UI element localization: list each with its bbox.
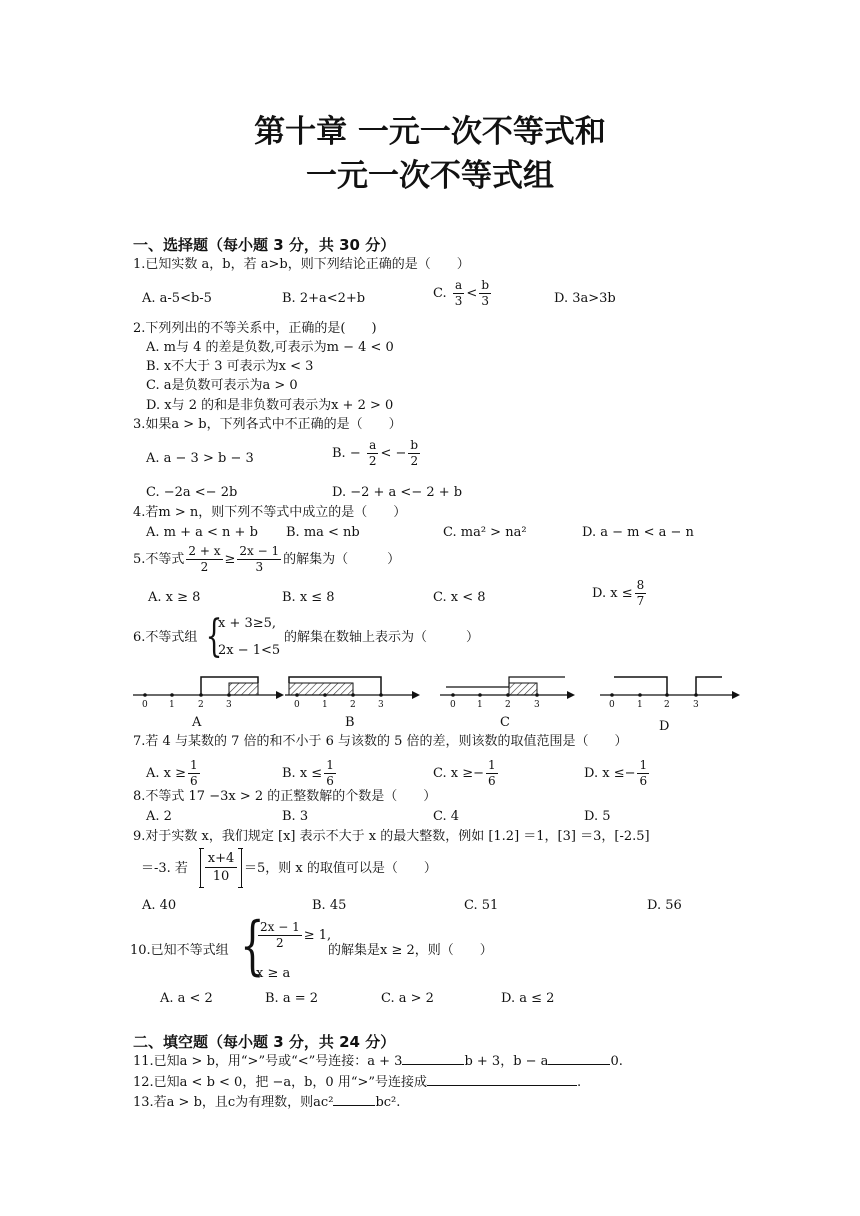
tick-label-1: 1 xyxy=(169,700,175,710)
option-label-c: C xyxy=(500,715,510,730)
numerator: b xyxy=(410,438,419,452)
number-line-option-a[interactable] xyxy=(133,677,284,730)
denominator: 2 xyxy=(368,454,377,468)
floor-bracket xyxy=(200,848,242,888)
answer-blank[interactable] xyxy=(427,1085,577,1086)
section-heading-choice: 一、选择题（每小题 3 分，共 30 分） xyxy=(133,236,396,254)
numerator: 2x − 1 xyxy=(239,544,280,558)
system-relation: ≥ 1, xyxy=(303,928,332,943)
q11-text-3: 0. xyxy=(610,1054,623,1069)
fraction xyxy=(453,278,465,309)
q9-option-a: A. 40 xyxy=(142,898,177,913)
fraction xyxy=(258,920,302,951)
chapter-title-line2: 一元一次不等式组 xyxy=(306,158,554,194)
denominator: 7 xyxy=(636,594,645,608)
q10-option-c: C. a > 2 xyxy=(381,991,434,1006)
tick-label-0: 0 xyxy=(609,700,615,710)
q1-option-b: B. 2+a<2+b xyxy=(282,291,366,306)
numerator: 8 xyxy=(636,578,645,592)
q2-stem: 2.下列列出的不等关系中，正确的是( ) xyxy=(133,321,377,336)
tick-label-2: 2 xyxy=(350,700,356,710)
q5-option-c: C. x < 8 xyxy=(433,590,486,605)
q12-text-2: . xyxy=(577,1075,582,1090)
chapter-title-line1: 第十章 一元一次不等式和 xyxy=(254,114,606,150)
denominator: 6 xyxy=(326,774,334,788)
numerator: 1 xyxy=(326,758,334,772)
q10-suffix: 的解集是x ≥ 2，则（ ） xyxy=(328,943,493,958)
q9-line2-suffix: ＝5，则 x 的取值可以是（ ） xyxy=(244,861,437,876)
denominator: 6 xyxy=(190,774,198,788)
q5-suffix: 的解集为（ ） xyxy=(283,552,401,567)
numerator: a xyxy=(369,438,377,452)
option-label-d: D xyxy=(659,719,670,734)
q1-stem: 1.已知实数 a，b，若 a>b，则下列结论正确的是（ ） xyxy=(133,257,470,272)
q2-option-b: B. x不大于 3 可表示为x < 3 xyxy=(146,359,314,374)
q7-option-a xyxy=(146,758,202,789)
fraction xyxy=(637,758,649,789)
relation-sign: ≥ xyxy=(224,552,236,567)
numerator: 1 xyxy=(190,758,198,772)
q1-option-a: A. a-5<b-5 xyxy=(142,291,212,306)
q3-option-d: D. −2 + a <− 2 + b xyxy=(332,485,463,500)
q12-text-1: 12.已知a < b < 0，把 −a，b，0 用“>”号连接成 xyxy=(133,1075,428,1090)
fraction xyxy=(486,758,498,789)
q2-option-c: C. a是负数可表示为a > 0 xyxy=(146,378,298,393)
q4-stem: 4.若m > n，则下列不等式中成立的是（ ） xyxy=(133,505,407,520)
fraction xyxy=(237,544,281,575)
q5-option-a: A. x ≥ 8 xyxy=(148,590,201,605)
tick-label-3: 3 xyxy=(378,700,384,710)
tick-label-2: 2 xyxy=(198,700,204,710)
q4-option-b: B. ma < nb xyxy=(286,525,360,540)
option-label-a: A xyxy=(192,715,202,730)
q9-option-d: D. 56 xyxy=(647,898,682,913)
q4-option-d: D. a − m < a − n xyxy=(582,525,694,540)
q10-prefix: 10.已知不等式组 xyxy=(130,943,229,958)
q9-option-b: B. 45 xyxy=(312,898,347,913)
q12-line xyxy=(133,1074,581,1092)
numerator: x+4 xyxy=(205,851,237,868)
q9-line2-prefix: ＝-3. 若 xyxy=(141,861,188,876)
q11-text-2: b + 3，b − a xyxy=(464,1054,549,1069)
q8-option-d: D. 5 xyxy=(584,809,611,824)
q11-line xyxy=(133,1053,623,1071)
fraction xyxy=(367,438,379,469)
fraction xyxy=(635,578,647,609)
numerator: 1 xyxy=(488,758,496,772)
system-brace: { xyxy=(240,909,265,983)
tick-label-2: 2 xyxy=(505,700,511,710)
q5-option-b: B. x ≤ 8 xyxy=(282,590,335,605)
q10-system-line2: x ≥ a xyxy=(256,966,291,981)
denominator: 2 xyxy=(410,454,419,468)
q2-option-a: A. m与 4 的差是负数,可表示为m − 4 < 0 xyxy=(146,340,394,355)
option-letter: D. x ≤ xyxy=(592,586,633,601)
denominator: 3 xyxy=(255,560,264,574)
denominator: 6 xyxy=(488,774,496,788)
q13-line xyxy=(133,1094,400,1112)
number-line-option-b[interactable] xyxy=(285,677,420,730)
q4-option-a: A. m + a < n + b xyxy=(146,525,258,540)
relation-sign: < − xyxy=(380,446,407,461)
denominator: 10 xyxy=(212,869,230,884)
fraction xyxy=(479,278,491,309)
q7-option-d xyxy=(584,758,651,789)
q7-stem: 7.若 4 与某数的 7 倍的和不小于 6 与该数的 5 倍的差，则该数的取值范围是（ ） xyxy=(133,734,628,749)
q6-system-line2: 2x − 1<5 xyxy=(218,643,281,658)
tick-label-1: 1 xyxy=(322,700,328,710)
tick-label-0: 0 xyxy=(450,700,456,710)
system-brace: { xyxy=(205,611,223,662)
q7-option-c xyxy=(433,758,500,789)
q3-option-a: A. a − 3 > b − 3 xyxy=(146,451,254,466)
option-label-b: B xyxy=(345,715,355,730)
tick-label-0: 0 xyxy=(294,700,300,710)
answer-blank[interactable] xyxy=(402,1064,464,1065)
tick-label-3: 3 xyxy=(226,700,232,710)
q11-text-1: 11.已知a > b，用“>”号或“<”号连接：a + 3 xyxy=(133,1054,403,1069)
option-letter: C. xyxy=(433,286,447,301)
q10-option-a: A. a < 2 xyxy=(160,991,213,1006)
option-letter: B. x ≤ xyxy=(282,766,323,781)
q6-suffix: 的解集在数轴上表示为（ ） xyxy=(284,630,480,645)
numerator: 2 + x xyxy=(188,544,221,558)
q1-option-c xyxy=(433,278,493,309)
q5-option-d xyxy=(592,578,648,609)
q10-option-d: D. a ≤ 2 xyxy=(501,991,555,1006)
option-letter: C. x ≥− xyxy=(433,766,484,781)
denominator: 3 xyxy=(481,294,489,308)
denominator: 3 xyxy=(454,294,463,308)
q5-stem xyxy=(133,544,400,575)
numerator: 2x − 1 xyxy=(260,920,300,934)
fraction xyxy=(408,438,420,469)
q2-option-d: D. x与 2 的和是非负数可表示为x + 2 > 0 xyxy=(146,398,394,413)
numerator: a xyxy=(455,278,463,292)
tick-label-0: 0 xyxy=(142,700,148,710)
q10-option-b: B. a = 2 xyxy=(265,991,318,1006)
q8-option-c: C. 4 xyxy=(433,809,460,824)
option-letter: D. x ≤− xyxy=(584,766,636,781)
denominator: 2 xyxy=(200,560,209,574)
tick-label-1: 1 xyxy=(637,700,643,710)
q8-option-a: A. 2 xyxy=(146,809,172,824)
q7-option-b xyxy=(282,758,338,789)
tick-label-3: 3 xyxy=(534,700,540,710)
fraction xyxy=(188,758,200,789)
q9-option-c: C. 51 xyxy=(464,898,499,913)
q6-prefix: 6.不等式组 xyxy=(133,630,198,645)
q1-option-d: D. 3a>3b xyxy=(554,291,616,306)
tick-label-1: 1 xyxy=(477,700,483,710)
option-letter: A. x ≥ xyxy=(146,766,187,781)
section-heading-fill: 二、填空题（每小题 3 分，共 24 分） xyxy=(133,1033,396,1051)
q5-prefix: 5.不等式 xyxy=(133,552,185,567)
number-line-option-d[interactable] xyxy=(600,677,740,734)
answer-blank[interactable] xyxy=(548,1064,610,1065)
numerator: 1 xyxy=(639,758,648,772)
fraction xyxy=(186,544,222,575)
q13-text-2: bc². xyxy=(375,1095,401,1110)
q13-text-1: 13.若a > b，且c为有理数，则ac² xyxy=(133,1095,334,1110)
q3-stem: 3.如果a > b，下列各式中不正确的是（ ） xyxy=(133,417,402,432)
q6-system-line1: x + 3≥5, xyxy=(218,616,277,631)
q10-system-line1 xyxy=(256,920,331,951)
tick-label-2: 2 xyxy=(664,700,670,710)
answer-blank[interactable] xyxy=(333,1105,375,1106)
q3-option-c: C. −2a <− 2b xyxy=(146,485,238,500)
q9-line1: 9.对于实数 x，我们规定 [x] 表示不大于 x 的最大整数，例如 [1.2] ＝1，[3] ＝3，[-2.5] xyxy=(133,829,650,844)
q3-option-b xyxy=(332,438,422,469)
option-letter: B. − xyxy=(332,446,361,461)
numerator: b xyxy=(481,278,489,292)
relation-sign: < xyxy=(466,286,478,301)
q8-stem: 8.不等式 17 −3x > 2 的正整数解的个数是（ ） xyxy=(133,789,437,804)
q8-option-b: B. 3 xyxy=(282,809,309,824)
denominator: 2 xyxy=(276,936,284,950)
q4-option-c: C. ma² > na² xyxy=(443,525,527,540)
denominator: 6 xyxy=(639,774,648,788)
fraction xyxy=(324,758,336,789)
tick-label-3: 3 xyxy=(693,700,699,710)
number-line-option-c[interactable] xyxy=(440,677,575,730)
q6-number-lines xyxy=(0,660,860,740)
